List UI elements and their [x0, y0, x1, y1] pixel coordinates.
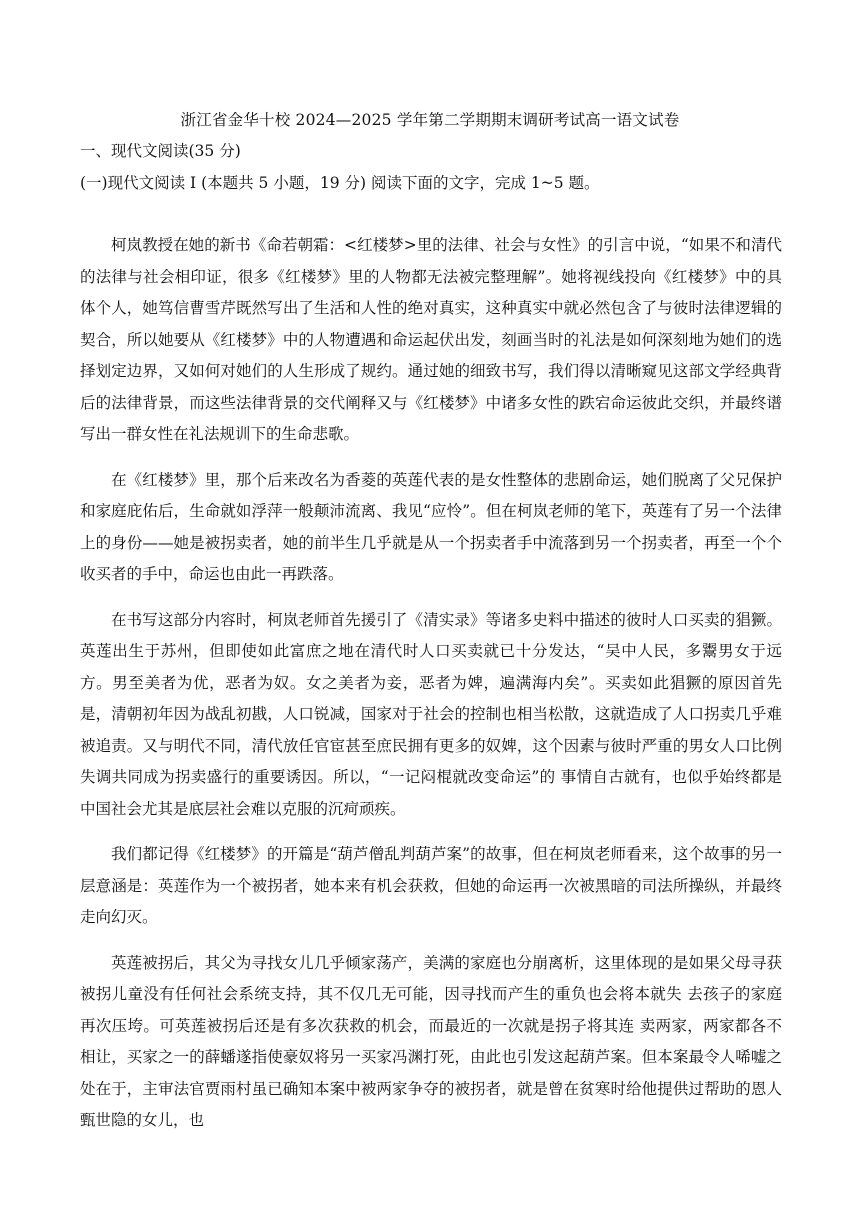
document-title: 浙江省金华十校 2024—2025 学年第二学期期末调研考试高一语文试卷	[180, 111, 680, 129]
paragraph: 我们都记得《红楼梦》的开篇是“葫芦僧乱判葫芦案”的故事，但在柯岚老师看来，这个故事的另一层意涵是：英莲作为一个被拐者，她本来有机会获救，但她的命运再一次被黑暗的司法所操纵，并最终走向幻灭。	[80, 845, 782, 926]
paragraph: 在《红楼梦》里，那个后来改名为香菱的英莲代表的是女性整体的悲剧命运，她们脱离了父兄保护和家庭庇佑后，生命就如浮萍一般颠沛流离、我见“应怜”。但在柯岚老师的笔下，英莲有了另一个法律上的身份——她是被拐卖者，她的前半生几乎就是从一个拐卖者手中流落到另一个拐卖者，再至一个个收买者的手中，命运也由此一再跌落。	[80, 470, 782, 583]
subsection-heading: (一)现代文阅读 I (本题共 5 小题，19 分) 阅读下面的文字，完成 1~5 题。	[80, 174, 600, 192]
passage-body	[80, 230, 782, 1151]
paragraph: 在书写这部分内容时，柯岚老师首先援引了《清实录》等诸多史料中描述的彼时人口买卖的猖獗。英莲出生于苏州，但即使如此富庶之地在清代时人口买卖就已十分发达，“吴中人民，多鬻男女于远方。男至美者为优，恶者为奴。女之美者为妾，恶者为婢，遍满海内矣”。买卖如此猖獗的原因首先是，清朝初年因为战乱初戡，人口锐减，国家对于社会的控制也相当松散，这就造成了人口拐卖几乎难被追责。又与明代不同，清代放任官宦甚至庶民拥有更多的奴婢，这个因素与彼时严重的男女人口比例失调共同成为拐卖盛行的重要诱因。所以，“一记闷棍就改变命运”的 事情自古就有，也似乎始终都是中国社会尤其是底层社会难以克服的沉疴顽疾。	[80, 610, 782, 818]
paragraph: 英莲被拐后，其父为寻找女儿几乎倾家荡产，美满的家庭也分崩离析，这里体现的是如果父母寻获被拐儿童没有任何社会系统支持，其不仅几无可能，因寻找而产生的重负也会将本就失 去孩子的家庭再次压垮。可英莲被拐后还是有多次获救的机会，而最近的一次就是拐子将其连 卖两家，两家都各不相让，买家之一的薛蟠遂指使豪奴将另一买家冯渊打死，由此也引发这起葫芦案。但本案最令人唏嘘之处在于，主审法官贾雨村虽已确知本案中被两家争夺的被拐者，就是曾在贫寒时给他提供过帮助的恩人甄世隐的女儿，也	[80, 953, 782, 1129]
section-heading: 一、现代文阅读(35 分)	[80, 142, 241, 160]
paragraph: 柯岚教授在她的新书《命若朝霜：<红楼梦>里的法律、社会与女性》的引言中说，“如果不和清代的法律与社会相印证，很多《红楼梦》里的人物都无法被完整理解”。她将视线投向《红楼梦》中的具体个人，她笃信曹雪芹既然写出了生活和人性的绝对真实，这种真实中就必然包含了与彼时法律逻辑的契合，所以她要从《红楼梦》中的人物遭遇和命运起伏出发，刻画当时的礼法是如何深刻地为她们的选择划定边界，又如何对她们的人生形成了规约。通过她的细致书写，我们得以清晰窥见这部文学经典背后的法律背景，而这些法律背景的交代阐释又与《红楼梦》中诸多女性的跌宕命运彼此交织，并最终谱写出一群女性在礼法规训下的生命悲歌。	[80, 236, 782, 443]
